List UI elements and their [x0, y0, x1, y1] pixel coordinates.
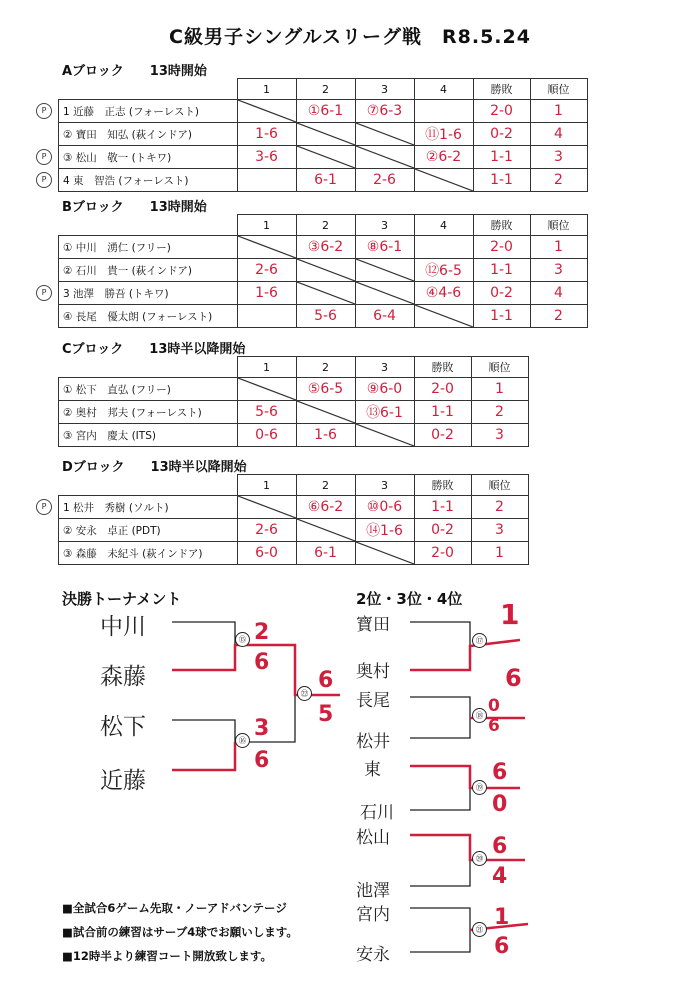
note-3: ■12時半より練習コート開放致します。: [62, 949, 272, 963]
block-title: Aブロック 13時開始: [62, 64, 207, 79]
score-mark: 6: [254, 748, 270, 773]
match-score: ⑦6-3: [355, 100, 414, 123]
match-score: 2-6: [355, 169, 414, 192]
page-title: C級男子シングルスリーグ戦 R8.5.24: [169, 26, 531, 48]
score-mark: 0: [488, 696, 500, 716]
rank: 2: [471, 496, 528, 519]
column-header: 順位: [471, 357, 528, 378]
final-player-3: 松下: [100, 714, 146, 740]
match-score: ⑤6-5: [296, 378, 355, 401]
column-header: 1: [237, 357, 296, 378]
column-header: 勝敗: [473, 79, 530, 100]
match-score: ①6-1: [296, 100, 355, 123]
win-loss: 1-1: [473, 146, 530, 169]
column-header: 2: [296, 475, 355, 496]
win-loss: 1-1: [473, 305, 530, 328]
rank: 3: [471, 519, 528, 542]
win-loss: 2-0: [414, 378, 471, 401]
match-score: 5-6: [296, 305, 355, 328]
player-name: 3 池澤 勝吾 (トキワ): [59, 282, 238, 305]
player-name: ③ 宮内 慶太 (ITS): [59, 424, 238, 447]
player-name: ③ 松山 敬一 (トキワ): [59, 146, 238, 169]
score-mark: 6: [494, 934, 510, 959]
rank: 2: [471, 401, 528, 424]
placement-player-9: 宮内: [356, 905, 390, 925]
column-header: 2: [296, 215, 355, 236]
column-header: 順位: [530, 215, 587, 236]
check-mark: P: [36, 172, 52, 188]
final-player-4: 近藤: [100, 768, 146, 794]
player-name: 1 松井 秀樹 (ソルト): [59, 496, 238, 519]
score-mark: 4: [492, 864, 508, 889]
column-header: 勝敗: [414, 357, 471, 378]
match-score: 1-6: [296, 424, 355, 447]
match-number: ㉒: [297, 686, 312, 701]
match-score: ②6-2: [414, 146, 473, 169]
score-mark: 1: [494, 905, 510, 930]
match-number: ⑰: [472, 633, 487, 648]
score-mark: 0: [492, 792, 508, 817]
win-loss: 0-2: [473, 123, 530, 146]
win-loss: 0-2: [414, 519, 471, 542]
block-title: Cブロック 13時半以降開始: [62, 342, 246, 357]
column-header: 1: [237, 79, 296, 100]
column-header: 勝敗: [473, 215, 530, 236]
player-name: ② 奥村 邦夫 (フォーレスト): [59, 401, 238, 424]
column-header: 3: [355, 357, 414, 378]
match-score: ⑭1-6: [355, 519, 414, 542]
placement-player-1: 寶田: [356, 615, 390, 635]
match-number: ㉑: [472, 922, 487, 937]
match-score: ⑪1-6: [414, 123, 473, 146]
column-header: 1: [237, 475, 296, 496]
match-score: ⑬6-1: [355, 401, 414, 424]
score-mark: 2: [254, 620, 270, 645]
win-loss: 0-2: [414, 424, 471, 447]
player-name: 4 東 智浩 (フォーレスト): [59, 169, 238, 192]
player-name: ① 松下 直弘 (フリー): [59, 378, 238, 401]
match-number: ⑳: [472, 851, 487, 866]
win-loss: 0-2: [473, 282, 530, 305]
final-player-1: 中川: [100, 614, 146, 640]
column-header: 4: [414, 215, 473, 236]
score-mark: 6: [254, 650, 270, 675]
column-header: 3: [355, 79, 414, 100]
win-loss: 2-0: [473, 236, 530, 259]
match-score: 6-0: [237, 542, 296, 565]
match-score: 2-6: [237, 259, 296, 282]
check-mark: P: [36, 103, 52, 119]
column-header: 1: [237, 215, 296, 236]
column-header: 勝敗: [414, 475, 471, 496]
score-mark: 6: [492, 834, 508, 859]
player-name: ④ 長尾 優太朗 (フォーレスト): [59, 305, 238, 328]
score-mark: 6: [318, 668, 334, 693]
match-number: ⑲: [472, 780, 487, 795]
column-header: 4: [414, 79, 473, 100]
rank: 2: [530, 305, 587, 328]
match-number: ⑮: [235, 632, 250, 647]
match-score: 6-1: [296, 169, 355, 192]
match-score: 0-6: [237, 424, 296, 447]
win-loss: 2-0: [473, 100, 530, 123]
placement-player-2: 奥村: [356, 662, 390, 682]
check-mark: P: [36, 499, 52, 515]
match-score: ⑧6-1: [355, 236, 414, 259]
score-mark: 6: [492, 760, 508, 785]
placement-title: 2位・3位・4位: [356, 590, 463, 608]
rank: 4: [530, 123, 587, 146]
score-mark: 6: [488, 716, 500, 736]
rank: 2: [530, 169, 587, 192]
player-name: ② 安永 卓正 (PDT): [59, 519, 238, 542]
score-mark: 5: [318, 702, 334, 727]
match-number: ⑯: [235, 733, 250, 748]
win-loss: 1-1: [414, 401, 471, 424]
placement-player-6: 石川: [360, 803, 394, 823]
note-1: ■全試合6ゲーム先取・ノーアドバンテージ: [62, 901, 287, 915]
win-loss: 1-1: [473, 259, 530, 282]
player-name: ① 中川 湧仁 (フリー): [59, 236, 238, 259]
score-mark: 3: [254, 716, 270, 741]
match-score: 2-6: [237, 519, 296, 542]
placement-player-4: 松井: [356, 732, 390, 752]
check-mark: P: [36, 149, 52, 165]
match-score: ③6-2: [296, 236, 355, 259]
match-score: 3-6: [237, 146, 296, 169]
placement-player-8: 池澤: [356, 881, 390, 901]
match-score: ⑩0-6: [355, 496, 414, 519]
rank: 3: [471, 424, 528, 447]
placement-player-10: 安永: [356, 945, 390, 965]
check-mark: P: [36, 285, 52, 301]
win-loss: 1-1: [473, 169, 530, 192]
column-header: 2: [296, 357, 355, 378]
placement-player-5: 東: [364, 760, 381, 780]
player-name: 1 近藤 正志 (フォーレスト): [59, 100, 238, 123]
player-name: ③ 森藤 未紀斗 (萩インドア): [59, 542, 238, 565]
block-title: Bブロック 13時開始: [62, 200, 207, 215]
match-score: 1-6: [237, 282, 296, 305]
column-header: 順位: [471, 475, 528, 496]
note-2: ■試合前の練習はサーブ4球でお願いします。: [62, 925, 298, 939]
rank: 4: [530, 282, 587, 305]
match-score: ⑨6-0: [355, 378, 414, 401]
column-header: 3: [355, 215, 414, 236]
match-number: ⑱: [472, 708, 487, 723]
match-score: 1-6: [237, 123, 296, 146]
final-player-2: 森藤: [100, 664, 146, 690]
player-name: ② 石川 貴一 (萩インドア): [59, 259, 238, 282]
match-score: ⑥6-2: [296, 496, 355, 519]
column-header: 順位: [530, 79, 587, 100]
match-score: 5-6: [237, 401, 296, 424]
final-tournament-title: 決勝トーナメント: [62, 590, 182, 608]
win-loss: 1-1: [414, 496, 471, 519]
match-score: 6-1: [296, 542, 355, 565]
column-header: 2: [296, 79, 355, 100]
score-mark: 6: [505, 664, 522, 692]
block-title: Dブロック 13時半以降開始: [62, 460, 247, 475]
rank: 1: [530, 236, 587, 259]
column-header: 3: [355, 475, 414, 496]
win-loss: 2-0: [414, 542, 471, 565]
rank: 3: [530, 259, 587, 282]
match-score: ⑫6-5: [414, 259, 473, 282]
rank: 3: [530, 146, 587, 169]
match-score: ④4-6: [414, 282, 473, 305]
placement-player-3: 長尾: [356, 691, 390, 711]
score-mark: 1: [500, 598, 520, 631]
rank: 1: [530, 100, 587, 123]
placement-player-7: 松山: [356, 828, 390, 848]
match-score: 6-4: [355, 305, 414, 328]
player-name: ② 寶田 知弘 (萩インドア): [59, 123, 238, 146]
rank: 1: [471, 378, 528, 401]
rank: 1: [471, 542, 528, 565]
